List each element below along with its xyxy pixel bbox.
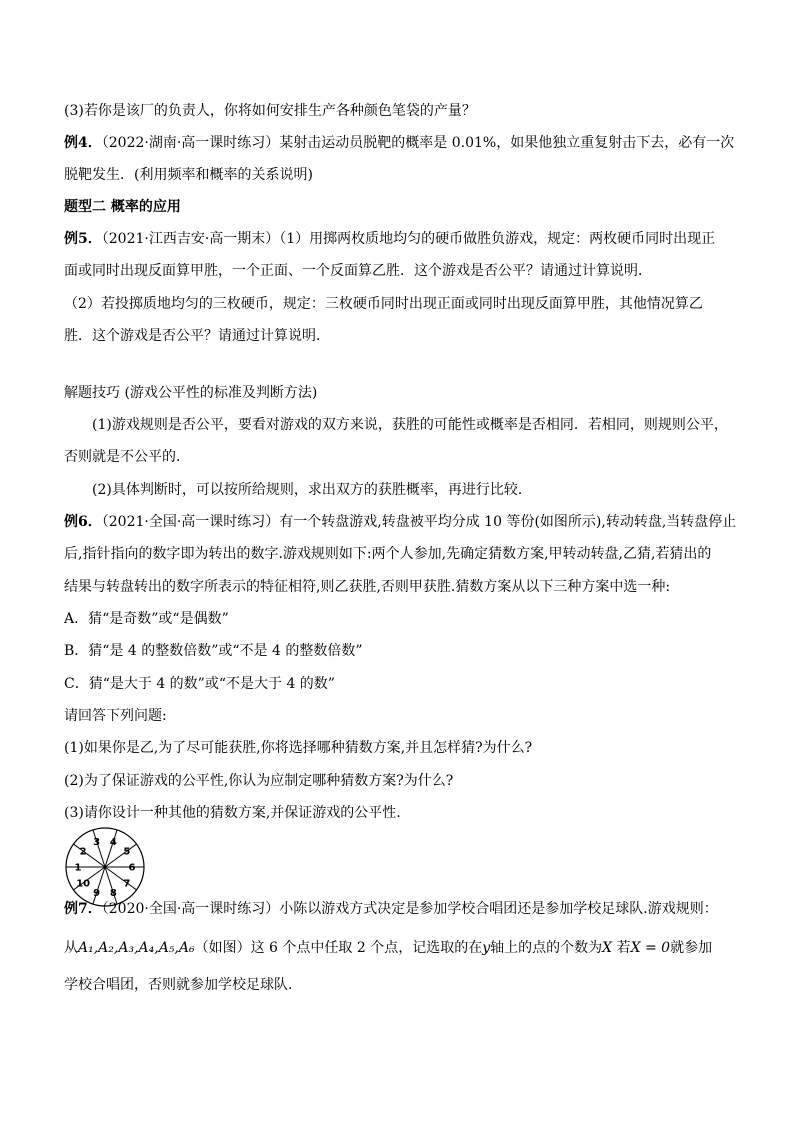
sub-question-3: (3)请你设计一种其他的猜数方案,并保证游戏的公平性. xyxy=(64,805,401,821)
wheel-number-2: 2 xyxy=(79,846,87,858)
example-6-text-1: （2021·全国·高一课时练习）有一个转盘游戏,转盘被平均分成 10 等份(如图所示),转动转盘,当转盘停止 xyxy=(101,514,737,530)
wheel-number-3: 3 xyxy=(93,836,101,848)
example-4-line-1 xyxy=(64,133,734,153)
example-7-text-5: 就参加 xyxy=(670,940,713,956)
example-6-line-3: 结果与转盘转出的数字所表示的特征相符,则乙获胜,否则甲获胜.猜数方案从以下三种方案中选一种: xyxy=(64,579,671,595)
example-7-line-1 xyxy=(64,899,718,919)
answer-prompt: 请回答下列问题: xyxy=(64,708,167,724)
example-7-text-3: 轴上的点的个数为 xyxy=(490,940,603,956)
example-7-text-4: 若 xyxy=(612,940,631,956)
example-7-line-2 xyxy=(64,938,712,958)
example-7-label: 例7． xyxy=(64,901,102,917)
sub-question-2: (2)为了保证游戏的公平性,你认为应制定哪种猜数方案?为什么? xyxy=(64,773,454,789)
example-4-line-2: 脱靶发生．(利用频率和概率的关系说明) xyxy=(64,167,313,183)
example-5-text-1: （2021·江西吉安·高一期末）（1）用掷两枚质地均匀的硬币做胜负游戏，规定：两枚硬币同时出现正 xyxy=(101,231,716,247)
option-a: A．猜“是奇数”或“是偶数” xyxy=(64,611,229,627)
example-4-label: 例4． xyxy=(64,135,102,151)
example-5-line-3: （2）若投掷质地均匀的三枚硬币，规定：三枚硬币同时出现正面或同时出现反面算甲胜，其他情况算乙 xyxy=(64,296,703,312)
spinner-wheel-figure xyxy=(64,826,146,908)
example-7-text-2: （如图）这 6 个点中任取 2 个点，记选取的在 xyxy=(194,940,483,956)
example-7-text-1: （2020·全国·高一课时练习）小陈以游戏方式决定是参加学校合唱团还是参加学校足球队.游戏规则： xyxy=(101,901,718,917)
wheel-number-9: 9 xyxy=(93,888,101,900)
example-5-line-1 xyxy=(64,229,715,249)
example-5-label: 例5． xyxy=(64,231,102,247)
example-6-line-1 xyxy=(64,512,736,532)
y-axis-symbol: y xyxy=(482,940,491,956)
option-b: B．猜“是 4 的整数倍数”或“不是 4 的整数倍数” xyxy=(64,643,363,659)
tips-line-3: (2)具体判断时，可以按所给规则，求出双方的获胜概率，再进行比较． xyxy=(92,482,532,498)
wheel-number-5: 5 xyxy=(123,846,131,858)
x-variable-symbol: X xyxy=(602,940,613,956)
example-7-from: 从 xyxy=(64,940,78,956)
example-6-line-2: 后,指针指向的数字即为转出的数字.游戏规则如下:两个人参加,先确定猜数方案,甲转动转盘,乙猜,若猜出的 xyxy=(64,546,712,562)
example-4-text-1: （2022·湖南·高一课时练习）某射击运动员脱靶的概率是 0.01%，如果他独立重复射击下去，必有一次 xyxy=(101,135,735,151)
points-list: A₁,A₂,A₃,A₄,A₅,A₆ xyxy=(78,940,195,956)
sub-question-1: (1)如果你是乙,为了尽可能获胜,你将选择哪种猜数方案,并且怎样猜?为什么? xyxy=(64,740,533,756)
wheel-number-10: 10 xyxy=(76,878,91,890)
example-7-line-3: 学校合唱团，否则就参加学校足球队. xyxy=(64,977,293,993)
wheel-number-6: 6 xyxy=(128,862,136,874)
tips-line-1: (1)游戏规则是否公平，要看对游戏的双方来说，获胜的可能性或概率是否相同．若相同，则规则公平， xyxy=(92,417,728,433)
example-6-label: 例6． xyxy=(64,514,102,530)
section-heading-type-2: 题型二 概率的应用 xyxy=(64,199,181,215)
condition-x-equals-0: X = 0 xyxy=(630,940,671,956)
wheel-number-7: 7 xyxy=(123,878,131,890)
option-c: C．猜“是大于 4 的数”或“不是大于 4 的数” xyxy=(64,676,335,692)
wheel-number-8: 8 xyxy=(109,888,117,900)
wheel-number-4: 4 xyxy=(109,836,117,848)
example-5-line-2: 面或同时出现反面算甲胜，一个正面、一个反面算乙胜．这个游戏是否公平？请通过计算说明． xyxy=(64,263,652,279)
tips-title: 解题技巧 (游戏公平性的标准及判断方法) xyxy=(64,385,318,401)
question-3-line: (3)若你是该厂的负责人，你将如何安排生产各种颜色笔袋的产量？ xyxy=(64,103,476,119)
example-5-line-4: 胜．这个游戏是否公平？请通过计算说明． xyxy=(64,328,330,344)
tips-line-2: 否则就是不公平的． xyxy=(64,449,190,465)
wheel-number-1: 1 xyxy=(74,862,82,874)
